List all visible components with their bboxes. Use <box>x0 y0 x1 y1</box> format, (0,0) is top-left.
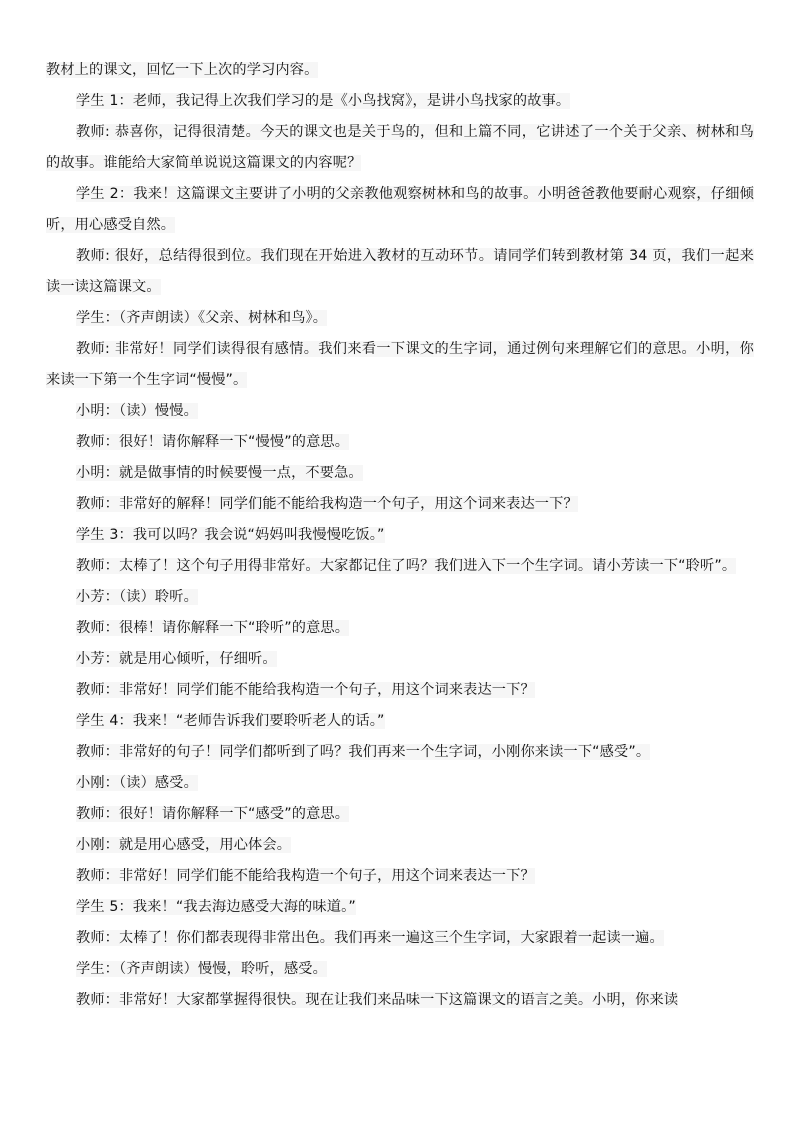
paragraph-text: 小刚：就是用心感受，用心体会。 <box>76 837 292 853</box>
paragraph <box>46 954 754 985</box>
paragraph <box>46 489 754 520</box>
paragraph-text: 小明：（读）慢慢。 <box>76 403 198 419</box>
paragraph <box>46 768 754 799</box>
paragraph-text: 教师：非常好！同学们能不能给我构造一个句子，用这个词来表达一下？ <box>76 868 535 884</box>
paragraph <box>46 334 754 396</box>
paragraph-text: 小刚：（读）感受。 <box>76 775 198 791</box>
paragraph-text: 学生 5：我来！“我去海边感受大海的味道。” <box>76 899 356 915</box>
paragraph-text: 教材上的课文，回忆一下上次的学习内容。 <box>46 62 319 78</box>
paragraph <box>46 830 754 861</box>
paragraph-text: 学生：（齐声朗读）《父亲、树林和鸟》。 <box>76 310 328 326</box>
paragraph-text: 教师：太棒了！你们都表现得非常出色。我们再来一遍这三个生字词，大家跟着一起读一遍。 <box>76 930 664 946</box>
paragraph <box>46 923 754 954</box>
paragraph <box>46 551 754 582</box>
paragraph-text: 小芳：就是用心倾听，仔细听。 <box>76 651 277 667</box>
paragraph-text: 学生 4：我来！“老师告诉我们要聆听老人的话。” <box>76 713 385 729</box>
paragraph-text: 小芳：（读）聆听。 <box>76 589 198 605</box>
paragraph <box>46 520 754 551</box>
paragraph-text: 小明：就是做事情的时候要慢一点，不要急。 <box>76 465 363 481</box>
paragraph-text: 教师：非常好！同学们能不能给我构造一个句子，用这个词来表达一下？ <box>76 682 535 698</box>
paragraph <box>46 241 754 303</box>
paragraph-text: 教师：很棒！请你解释一下“聆听”的意思。 <box>76 620 350 636</box>
paragraph <box>46 675 754 706</box>
paragraph <box>46 799 754 830</box>
paragraph <box>46 427 754 458</box>
paragraph-text: 教师：很好！请你解释一下“慢慢”的意思。 <box>76 434 350 450</box>
paragraph <box>46 892 754 923</box>
paragraph <box>46 179 754 241</box>
paragraph-text: 教师：非常好！大家都掌握得很快。现在让我们来品味一下这篇课文的语言之美。小明，你来读 <box>76 992 679 1008</box>
paragraph-text: 教师：很好！请你解释一下“感受”的意思。 <box>76 806 350 822</box>
paragraph <box>46 613 754 644</box>
paragraph <box>46 458 754 489</box>
paragraph <box>46 396 754 427</box>
paragraph-text: 教师：太棒了！这个句子用得非常好。大家都记住了吗？我们进入下一个生字词。请小芳读一下“聆听”。 <box>76 558 737 574</box>
paragraph-text: 学生：（齐声朗读）慢慢，聆听，感受。 <box>76 961 327 977</box>
paragraph <box>46 303 754 334</box>
paragraph-text: 教师：非常好的解释！同学们能不能给我构造一个句子，用这个词来表达一下？ <box>76 496 578 512</box>
paragraph <box>46 861 754 892</box>
paragraph-text: 教师: 非常好！同学们读得很有感情。我们来看一下课文的生字词，通过例句来理解它们的意思。小明，你来读一下第一个生字词“慢慢”。 <box>46 341 754 388</box>
paragraph-text: 教师: 恭喜你，记得很清楚。今天的课文也是关于鸟的，但和上篇不同，它讲述了一个关于父亲、树林和鸟的故事。谁能给大家简单说说这篇课文的内容呢？ <box>46 124 754 171</box>
paragraph <box>46 86 754 117</box>
paragraph-text: 学生 3：我可以吗？我会说“妈妈叫我慢慢吃饭。” <box>76 527 385 543</box>
paragraph <box>46 985 754 1016</box>
paragraph <box>46 706 754 737</box>
paragraph <box>46 644 754 675</box>
paragraph-text: 教师：非常好的句子！同学们都听到了吗？我们再来一个生字词，小刚你来读一下“感受”。 <box>76 744 651 760</box>
paragraph <box>46 117 754 179</box>
paragraph-text: 学生 2：我来！这篇课文主要讲了小明的父亲教他观察树林和鸟的故事。小明爸爸教他要耐心观察，仔细倾听，用心感受自然。 <box>46 186 754 233</box>
paragraph <box>46 737 754 768</box>
paragraph <box>46 55 754 86</box>
paragraph-text: 教师: 很好，总结得很到位。我们现在开始进入教材的互动环节。请同学们转到教材第 34 页，我们一起来读一读这篇课文。 <box>46 248 754 295</box>
paragraph <box>46 582 754 613</box>
paragraph-text: 学生 1：老师，我记得上次我们学习的是《小鸟找窝》，是讲小鸟找家的故事。 <box>76 93 571 109</box>
